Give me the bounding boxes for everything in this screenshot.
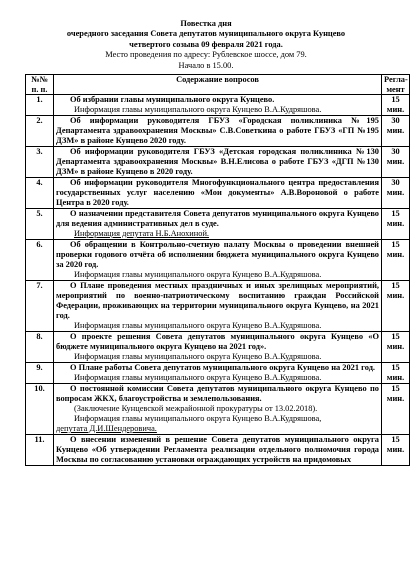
item-number: 6. bbox=[26, 240, 54, 281]
item-regulation: 15 мин. bbox=[382, 435, 410, 466]
item-content bbox=[54, 178, 382, 209]
item-regulation: 30 мин. bbox=[382, 178, 410, 209]
item-number: 10. bbox=[26, 384, 54, 435]
item-info: Информация главы муниципального округа Кунцево В.А.Кудряшова, bbox=[74, 414, 322, 423]
item-info: Информация главы муниципального округа Кунцево В.А.Кудряшова. bbox=[74, 270, 322, 279]
table-row bbox=[26, 281, 410, 332]
table-row bbox=[26, 178, 410, 209]
item-info: Информация главы муниципального округа Кунцево В.А.Кудряшова. bbox=[74, 373, 322, 382]
document-header bbox=[40, 19, 372, 71]
item-regulation: 15 мин. bbox=[382, 332, 410, 363]
doc-subtitle: очередного заседания Совета депутатов муниципального округа Кунцево bbox=[66, 29, 346, 39]
item-content bbox=[54, 332, 382, 363]
item-content bbox=[54, 95, 382, 116]
item-regulation: 15 мин. bbox=[382, 95, 410, 116]
item-number: 11. bbox=[26, 435, 54, 466]
doc-venue: Место проведения по адресу: Рублевское шоссе, дом 79. bbox=[105, 50, 307, 60]
item-title: О назначении представителя Совета депутатов муниципального округа Кунцево для ведения административных дел в суде. bbox=[56, 209, 379, 228]
item-content bbox=[54, 435, 382, 466]
item-number: 5. bbox=[26, 209, 54, 240]
table-row bbox=[26, 240, 410, 281]
table-header-row bbox=[26, 75, 410, 95]
item-number: 1. bbox=[26, 95, 54, 116]
item-title: О внесении изменений в решение Совета депутатов муниципального округа Кунцево «Об утверждении Регламента реализации отдельного полномочия города Москвы по согласованию установки ограждающих устройств на придомовых bbox=[56, 435, 379, 464]
item-title: О проекте решения Совета депутатов муниципального округа Кунцево «О бюджете муниципального округа Кунцево на 2021 год». bbox=[56, 332, 379, 351]
item-number: 7. bbox=[26, 281, 54, 332]
item-content bbox=[54, 147, 382, 178]
item-regulation: 15 мин. bbox=[382, 209, 410, 240]
item-regulation: 30 мин. bbox=[382, 147, 410, 178]
item-content bbox=[54, 116, 382, 147]
item-regulation: 30 мин. bbox=[382, 116, 410, 147]
item-content bbox=[54, 209, 382, 240]
item-info: Информация главы муниципального округа Кунцево В.А.Кудряшова. bbox=[74, 105, 322, 114]
item-info-continued: депутата Д.И.Шендеровича. bbox=[56, 424, 157, 433]
table-row bbox=[26, 332, 410, 363]
item-number: 8. bbox=[26, 332, 54, 363]
table-row bbox=[26, 435, 410, 466]
item-title: О постоянной комиссии Совета депутатов муниципального округа Кунцево по вопросам ЖКХ, благоустройства и землепользования. bbox=[56, 384, 379, 403]
doc-start-time: Начало в 15.00. bbox=[178, 60, 234, 70]
item-title: Об информации руководителя ГБУЗ «Детская городская поликлиника №130 Департамента здравоохранения Москвы» В.Н.Елисова о работе ГБУЗ «ДГП №130 ДЗМ» в районе Кунцево в 2020 году. bbox=[56, 147, 379, 176]
item-content bbox=[54, 240, 382, 281]
item-regulation: 15 мин. bbox=[382, 384, 410, 435]
doc-convocation-date: четвертого созыва 09 февраля 2021 года. bbox=[129, 39, 283, 49]
table-row bbox=[26, 384, 410, 435]
table-row bbox=[26, 363, 410, 384]
agenda-table bbox=[25, 74, 410, 466]
item-regulation: 15 мин. bbox=[382, 363, 410, 384]
item-title: Об обращении в Контрольно-счетную палату Москвы о проведении внешней проверки годового отчёта об исполнении бюджета муниципального округа Кунцево за 2020 год. bbox=[56, 240, 379, 269]
item-note: (Заключение Кунцевской межрайонной прокуратуры от 13.02.2018). bbox=[74, 404, 318, 413]
item-title: О Плане работы Совета депутатов муниципального округа Кунцево на 2021 год. bbox=[70, 363, 376, 372]
item-content bbox=[54, 384, 382, 435]
item-number: 3. bbox=[26, 147, 54, 178]
item-content bbox=[54, 363, 382, 384]
item-content bbox=[54, 281, 382, 332]
item-info: Информация главы муниципального округа Кунцево В.А.Кудряшова. bbox=[74, 352, 322, 361]
item-title: О Плане проведения местных праздничных и иных зрелищных мероприятий, мероприятий по военно-патриотическому воспитанию граждан Российской Федерации, проживающих на территории муниципального округа Кунцево, на 2021 год. bbox=[56, 281, 379, 320]
item-number: 4. bbox=[26, 178, 54, 209]
col-header-number: №№ п. п. bbox=[26, 75, 54, 95]
item-number: 2. bbox=[26, 116, 54, 147]
item-info: Информация главы муниципального округа Кунцево В.А.Кудряшова. bbox=[74, 321, 322, 330]
table-row bbox=[26, 147, 410, 178]
table-row bbox=[26, 116, 410, 147]
item-info: Информация депутата Н.Б.Анохиной. bbox=[74, 229, 210, 238]
col-header-content: Содержание вопросов bbox=[54, 75, 382, 95]
item-regulation: 15 мин. bbox=[382, 240, 410, 281]
item-title: Об информации руководителя Многофункционального центра предоставления государственных услуг населению «Мои документы» А.В.Вороновой о работе Центра в 2020 году. bbox=[56, 178, 379, 207]
item-title: Об избрании главы муниципального округа Кунцево. bbox=[70, 95, 275, 104]
table-row bbox=[26, 95, 410, 116]
table-row bbox=[26, 209, 410, 240]
doc-title: Повестка дня bbox=[180, 19, 232, 28]
item-title: Об информации руководителя ГБУЗ «Городская поликлиника №195 Департамента здравоохранения Москвы» С.В.Советкина о работе ГБУЗ «ГП №195 ДЗМ» в районе Кунцево 2020 году. bbox=[56, 116, 379, 145]
col-header-regulation: Регла-мент bbox=[382, 75, 410, 95]
item-number: 9. bbox=[26, 363, 54, 384]
item-regulation: 15 мин. bbox=[382, 281, 410, 332]
